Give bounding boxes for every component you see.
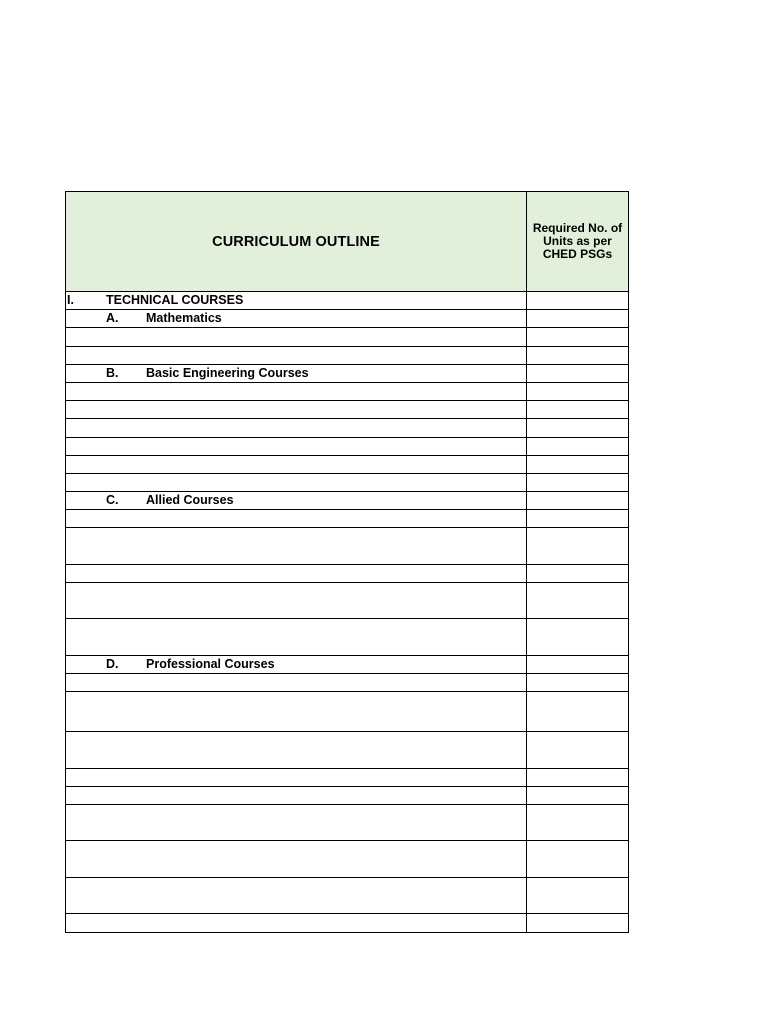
units-cell[interactable] [527, 310, 628, 327]
units-cell[interactable] [527, 914, 628, 932]
course-cell[interactable] [66, 510, 527, 527]
section-number: I. [67, 293, 74, 307]
table-row [66, 419, 628, 437]
table-row [66, 401, 628, 419]
units-cell[interactable] [527, 565, 628, 582]
table-row [66, 528, 628, 564]
table-row [66, 805, 628, 841]
course-cell[interactable] [66, 292, 527, 309]
units-cell[interactable] [527, 787, 628, 804]
units-cell[interactable] [527, 878, 628, 913]
curriculum-table [65, 191, 629, 933]
course-cell[interactable] [66, 841, 527, 876]
units-cell[interactable] [527, 419, 628, 436]
course-cell[interactable] [66, 878, 527, 913]
units-cell[interactable] [527, 841, 628, 876]
course-cell[interactable] [66, 656, 527, 673]
units-cell[interactable] [527, 619, 628, 654]
course-cell[interactable] [66, 347, 527, 364]
course-cell[interactable] [66, 674, 527, 691]
subsection-letter: D. [106, 656, 119, 671]
table-row [66, 328, 628, 346]
units-cell[interactable] [527, 438, 628, 455]
course-cell[interactable] [66, 914, 527, 932]
course-cell[interactable] [66, 528, 527, 563]
units-cell[interactable] [527, 528, 628, 563]
course-cell[interactable] [66, 419, 527, 436]
units-cell[interactable] [527, 456, 628, 473]
units-cell[interactable] [527, 383, 628, 400]
subsection-label: Mathematics [146, 311, 222, 326]
table-row [66, 692, 628, 732]
units-cell[interactable] [527, 365, 628, 382]
table-row [66, 565, 628, 583]
subsection-label: Allied Courses [146, 493, 234, 508]
course-cell[interactable] [66, 787, 527, 804]
units-cell[interactable] [527, 692, 628, 731]
units-cell[interactable] [527, 492, 628, 509]
table-row [66, 310, 628, 328]
subsection-letter: A. [106, 311, 119, 326]
table-row [66, 619, 628, 655]
course-cell[interactable] [66, 438, 527, 455]
course-cell[interactable] [66, 732, 527, 767]
section-label: TECHNICAL COURSES [106, 293, 244, 307]
table-row [66, 878, 628, 914]
table-row [66, 841, 628, 877]
course-cell[interactable] [66, 456, 527, 473]
course-cell[interactable] [66, 692, 527, 731]
subsection-label: Professional Courses [146, 656, 275, 671]
table-row [66, 583, 628, 619]
units-cell[interactable] [527, 805, 628, 840]
table-row [66, 769, 628, 787]
table-row [66, 347, 628, 365]
units-cell[interactable] [527, 769, 628, 786]
table-row [66, 492, 628, 510]
table-row [66, 383, 628, 401]
table-row [66, 456, 628, 474]
course-cell[interactable] [66, 492, 527, 509]
subsection-letter: C. [106, 493, 119, 508]
subsection-label: Basic Engineering Courses [146, 365, 309, 380]
required-units-heading: Required No. of Units as per CHED PSGs [532, 221, 623, 261]
table-row [66, 474, 628, 492]
units-cell[interactable] [527, 583, 628, 618]
units-cell[interactable] [527, 347, 628, 364]
units-cell[interactable] [527, 674, 628, 691]
course-cell[interactable] [66, 310, 527, 327]
curriculum-outline-heading: CURRICULUM OUTLINE [66, 192, 527, 291]
table-header [66, 192, 628, 292]
units-cell[interactable] [527, 732, 628, 767]
table-row [66, 438, 628, 456]
units-cell[interactable] [527, 656, 628, 673]
course-cell[interactable] [66, 805, 527, 840]
table-row [66, 787, 628, 805]
course-cell[interactable] [66, 328, 527, 345]
course-cell[interactable] [66, 383, 527, 400]
table-row [66, 674, 628, 692]
table-row [66, 510, 628, 528]
table-row [66, 732, 628, 768]
units-cell[interactable] [527, 474, 628, 491]
course-cell[interactable] [66, 474, 527, 491]
course-cell[interactable] [66, 769, 527, 786]
table-row [66, 656, 628, 674]
table-row [66, 292, 628, 310]
units-cell[interactable] [527, 328, 628, 345]
table-row [66, 914, 628, 932]
units-cell[interactable] [527, 510, 628, 527]
units-cell[interactable] [527, 292, 628, 309]
course-cell[interactable] [66, 365, 527, 382]
units-cell[interactable] [527, 401, 628, 418]
subsection-letter: B. [106, 365, 119, 380]
course-cell[interactable] [66, 619, 527, 654]
table-row [66, 365, 628, 383]
course-cell[interactable] [66, 401, 527, 418]
course-cell[interactable] [66, 583, 527, 618]
course-cell[interactable] [66, 565, 527, 582]
